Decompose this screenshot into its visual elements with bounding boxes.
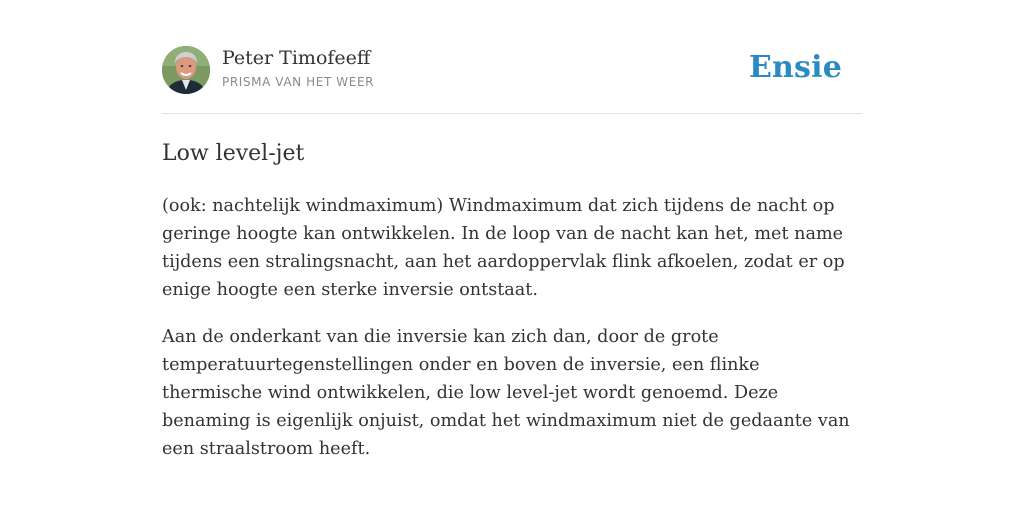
- definition-body: [162, 192, 862, 463]
- definition-paragraph-2: Aan de onderkant van die inversie kan zich dan, door de grote temperatuurtegenstellingen onder en boven de inversie, een flinke thermische wind ontwikkelen, die low level-jet wordt genoemd. Deze benaming is eigenlijk onjuist, omdat het windmaximum niet de gedaante van een straalstroom heeft.: [162, 327, 850, 459]
- definition-paragraph-1: (ook: nachtelijk windmaximum) Windmaximum dat zich tijdens de nacht op geringe hoogte kan ontwikkelen. In de loop van de nacht kan het, met name tijdens een stralingsnacht, aan het aardoppervlak flink afkoelen, zodat er op enige hoogte een sterke inversie ontstaat.: [162, 196, 845, 300]
- definition-card: [162, 46, 862, 482]
- author-source[interactable]: PRISMA VAN HET WEER: [222, 75, 375, 89]
- brand-logo[interactable]: Ensie: [748, 50, 842, 85]
- author-portrait-icon: [162, 46, 210, 94]
- definition-title: Low level-jet: [162, 141, 305, 166]
- card-header: [162, 46, 862, 114]
- author-avatar[interactable]: [162, 46, 210, 94]
- author-name[interactable]: Peter Timofeeff: [222, 47, 371, 69]
